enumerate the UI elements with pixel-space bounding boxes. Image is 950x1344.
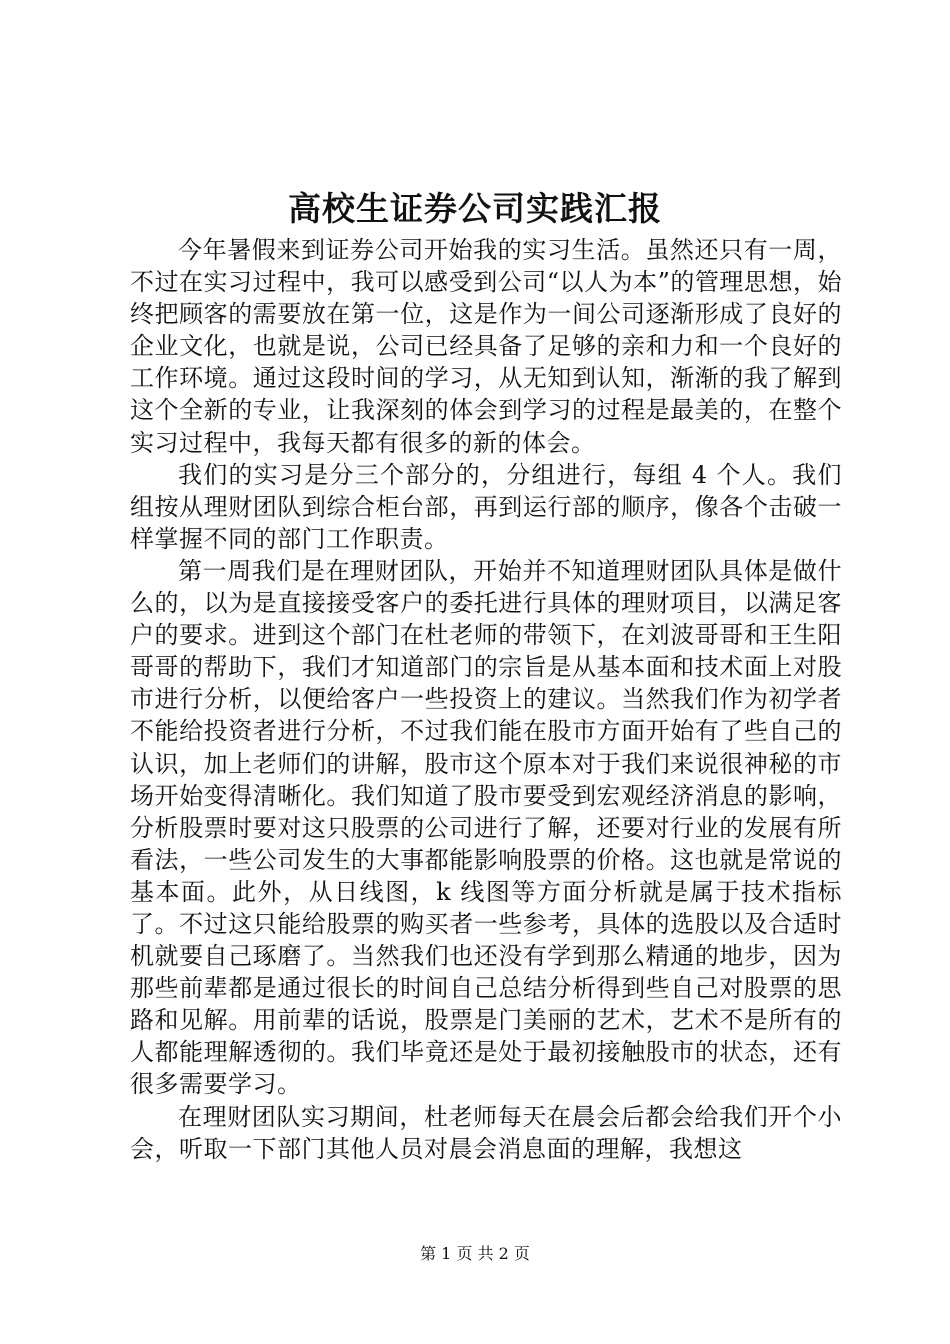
paragraph-3: 第一周我们是在理财团队，开始并不知道理财团队具体是做什么的，以为是直接接受客户的委托进行具体的理财项目，以满足客户的要求。进到这个部门在杜老师的带领下，在刘波哥哥和王生阳哥哥的帮助下，我们才知道部门的宗旨是从基本面和技术面上对股市进行分析，以便给客户一些投资上的建议。当然我们作为初学者不能给投资者进行分析，不过我们能在股市方面开始有了些自己的认识，加上老师们的讲解，股市这个原本对于我们来说很神秘的市场开始变得清晰化。我们知道了股市要受到宏观经济消息的影响，分析股票时要对这只股票的公司进行了解，还要对行业的发展有所看法，一些公司发生的大事都能影响股票的价格。这也就是常说的基本面。此外，从日线图，k 线图等方面分析就是属于技术指标了。不过这只能给股票的购买者一些参考，具体的选股以及合适时机就要自己琢磨了。当然我们也还没有学到那么精通的地步，因为那些前辈都是通过很长的时间自己总结分析得到些自己对股票的思路和见解。用前辈的话说，股票是门美丽的艺术，艺术不是所有的人都能理解透彻的。我们毕竟还是处于最初接触股市的状态，还有很多需要学习。 xyxy=(130,556,842,1099)
paragraph-1: 今年暑假来到证券公司开始我的实习生活。虽然还只有一周，不过在实习过程中，我可以感受到公司“以人为本”的管理思想，始终把顾客的需要放在第一位，这是作为一间公司逐渐形成了良好的企业文化，也就是说，公司已经具备了足够的亲和力和一个良好的工作环境。通过这段时间的学习，从无知到认知，渐渐的我了解到这个全新的专业，让我深刻的体会到学习的过程是最美的，在整个实习过程中，我每天都有很多的新的体会。 xyxy=(130,236,842,457)
document-body xyxy=(130,234,842,1165)
paragraph-2: 我们的实习是分三个部分的，分组进行，每组 4 个人。我们组按从理财团队到综合柜台部，再到运行部的顺序，像各个击破一样掌握不同的部门工作职责。 xyxy=(130,460,842,553)
page-number: 第 1 页 共 2 页 xyxy=(420,1244,530,1263)
page-footer xyxy=(0,1243,950,1265)
paragraph-4: 在理财团队实习期间，杜老师每天在晨会后都会给我们开个小会，听取一下部门其他人员对晨会消息面的理解，我想这 xyxy=(130,1102,842,1163)
document-title: 高校生证券公司实践汇报 xyxy=(288,189,662,228)
